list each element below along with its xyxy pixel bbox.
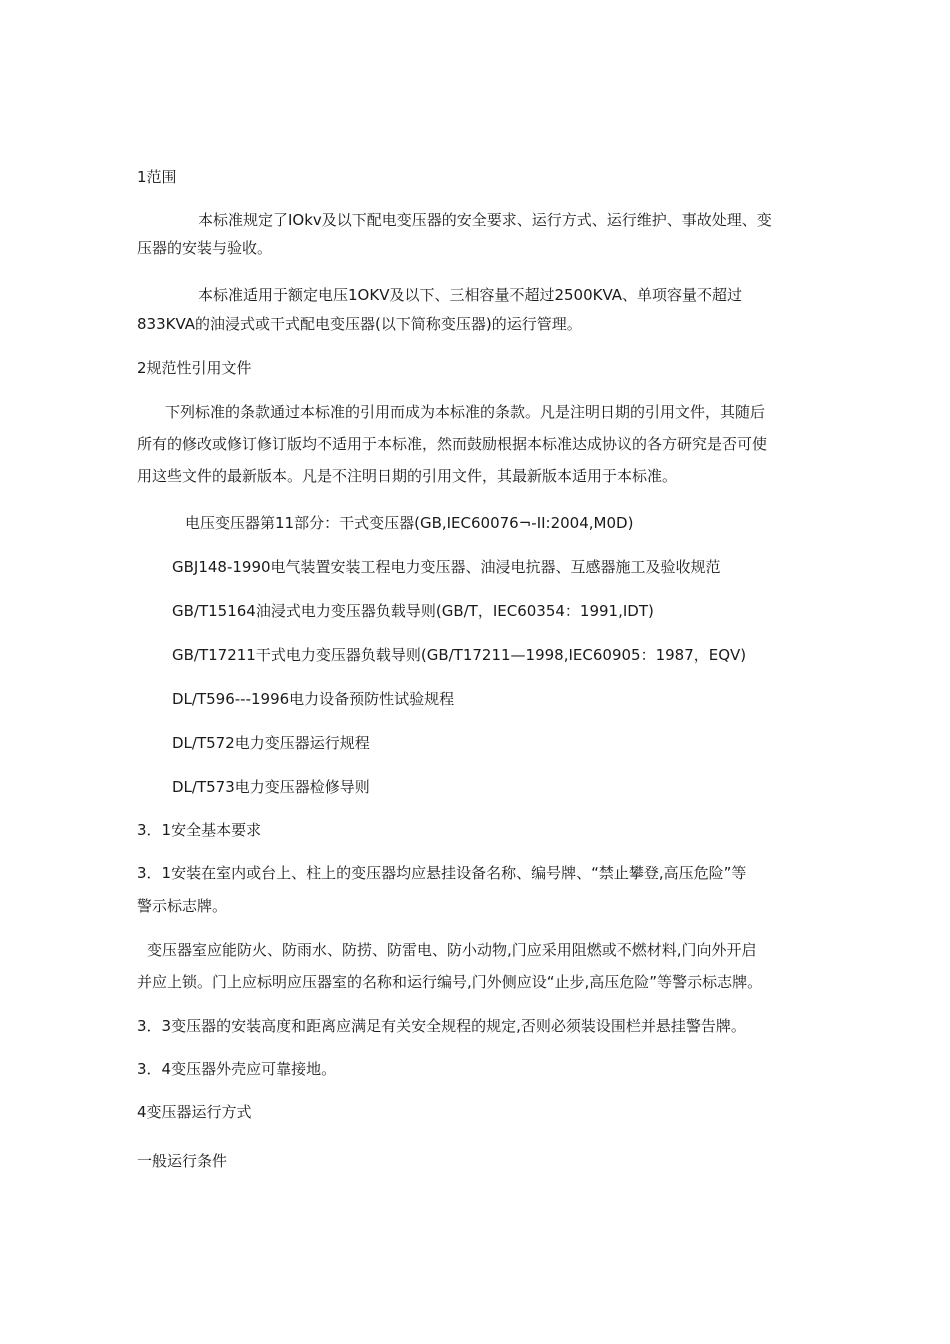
section-1-heading: 1范围 xyxy=(137,168,177,186)
reference-item: 电压变压器第11部分：干式变压器(GB,IEC60076¬-II:2004,M0D) xyxy=(185,514,634,532)
section-3-2-line-2: 并应上锁。门上应标明应压器室的名称和运行编号,门外侧应设“止步,高压危险”等警示标志牌。 xyxy=(137,973,763,991)
section-3-3: 3．3变压器的安装高度和距离应满足有关安全规程的规定,否则必须装设围栏并悬挂警告牌。 xyxy=(137,1017,746,1035)
section-1-paragraph-2-line-2: 833KVA的油浸式或干式配电变压器(以下简称变压器)的运行管理。 xyxy=(137,315,582,333)
reference-item: GB/T17211干式电力变压器负载导则(GB/T17211—1998,IEC60905：1987，EQV) xyxy=(172,646,747,664)
section-1-paragraph-1-line-2: 压器的安装与验收。 xyxy=(137,239,273,257)
reference-item: DL/T572电力变压器运行规程 xyxy=(172,734,370,752)
section-3-heading: 3．1安全基本要求 xyxy=(137,821,262,839)
reference-item: GBJ148-1990电气装置安装工程电力变压器、油浸电抗器、互感器施工及验收规范 xyxy=(172,558,721,576)
section-4-subheading: 一般运行条件 xyxy=(137,1152,228,1170)
section-3-2-line-1: 变压器室应能防火、防雨水、防捞、防雷电、防小动物,门应采用阻燃或不燃材料,门向外开启 xyxy=(147,941,757,959)
section-1-paragraph-2-line-1: 本标准适用于额定电压1OKV及以下、三相容量不超过2500KVA、单项容量不超过 xyxy=(198,286,743,304)
section-3-1-line-2: 警示标志牌。 xyxy=(137,897,228,915)
section-4-heading: 4变压器运行方式 xyxy=(137,1103,252,1121)
section-1-paragraph-1-line-1: 本标准规定了IOkv及以下配电变压器的安全要求、运行方式、运行维护、事故处理、变 xyxy=(198,211,772,229)
reference-item: DL/T596---1996电力设备预防性试验规程 xyxy=(172,690,455,708)
reference-item: GB/T15164油浸式电力变压器负载导则(GB/T，IEC60354：1991,IDT) xyxy=(172,602,654,620)
section-3-4: 3．4变压器外壳应可靠接地。 xyxy=(137,1060,337,1078)
section-2-paragraph-line-3: 用这些文件的最新版本。凡是不注明日期的引用文件，其最新版本适用于本标准。 xyxy=(137,467,678,485)
section-2-paragraph-line-2: 所有的修改或修订修订版均不适用于本标准，然而鼓励根据本标准达成协议的各方研究是否可使 xyxy=(137,435,768,453)
reference-item: DL/T573电力变压器检修导则 xyxy=(172,778,370,796)
section-2-heading: 2规范性引用文件 xyxy=(137,359,252,377)
section-3-1-line-1: 3．1安装在室内或台上、柱上的变压器均应悬挂设备名称、编号牌、“禁止攀登,高压危险”等 xyxy=(137,864,747,882)
section-2-paragraph-line-1: 下列标准的条款通过本标准的引用而成为本标准的条款。凡是注明日期的引用文件，其随后 xyxy=(165,403,766,421)
